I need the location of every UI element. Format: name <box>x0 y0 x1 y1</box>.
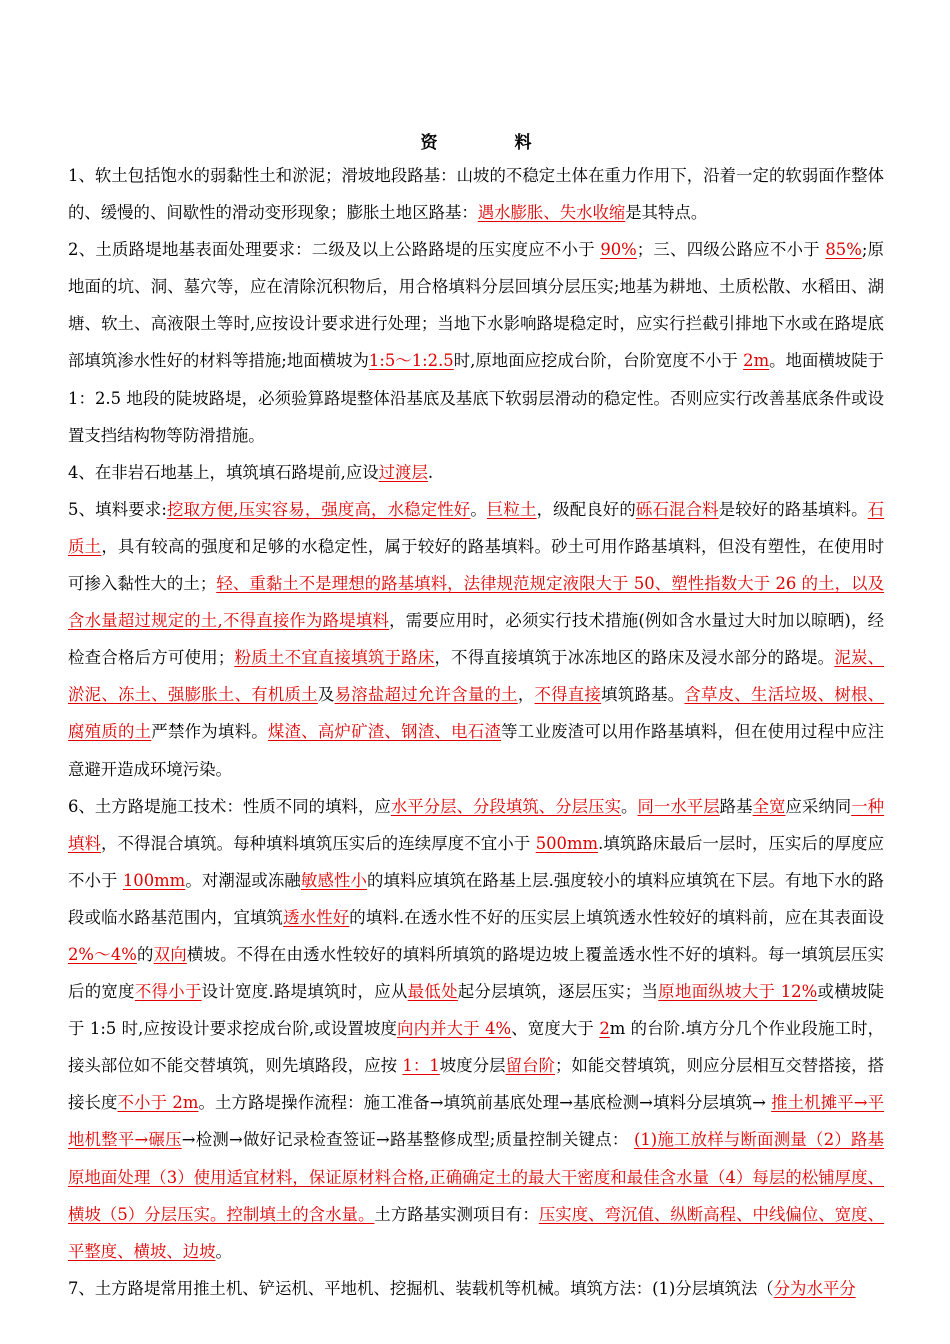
body-text: 严禁作为填料。 <box>151 722 268 742</box>
paragraph <box>68 231 884 454</box>
highlighted-text: 易溶盐超过允许含量的土 <box>334 685 518 705</box>
body-text: ，具有较高的强度和足够的水稳定性，属于较好的路基填料。砂土可用作路基填料，但没有塑性，在使用时可掺入黏性大的土； <box>68 536 885 594</box>
body-text: 等工业废渣可以用作路基填料，但在使用过程中应注意避开造成环境污染。 <box>68 722 885 779</box>
body-text: 或横坡陡于 1:5 时,应按设计要求挖成台阶,或设置坡度 <box>68 982 885 1039</box>
highlighted-text: 一种填料 <box>68 796 885 853</box>
highlighted-text: 不得直接 <box>534 685 602 705</box>
body-text: 横坡。不得在由透水性较好的填料所填筑的路堤边坡上覆盖透水性不好的填料。每一填筑层压实后的宽度 <box>68 944 885 1002</box>
paragraph <box>68 157 884 231</box>
body-text: 土方路基实测项目有： <box>374 1204 539 1224</box>
highlighted-text: 双向 <box>153 944 187 964</box>
body-text: 起分层填筑，逐层压实；当 <box>457 982 659 1002</box>
body-text: 5、填料要求: <box>68 499 167 519</box>
body-text: 路基 <box>719 796 753 816</box>
paragraph <box>68 788 884 1270</box>
document-title: 资 料 <box>420 133 562 153</box>
body-text: 坡度分层 <box>439 1056 506 1076</box>
body-text: 6、土方路堤施工技术：性质不同的填料，应 <box>68 796 391 816</box>
highlighted-text: 遇水膨胀、失水收缩 <box>477 203 626 223</box>
highlighted-text: 过渡层 <box>378 462 428 482</box>
body-text: 7、土方路堤常用推土机、铲运机、平地机、挖掘机、装载机等机械。填筑方法：(1)分层填筑法（ <box>68 1278 774 1298</box>
body-text: ；三、四级公路应不小于 <box>636 240 826 260</box>
highlighted-text: 煤渣、高炉矿渣、钢渣、电石渣 <box>267 722 502 742</box>
body-text: ，级配良好的 <box>536 499 636 519</box>
body-text: 。土方路堤操作流程：施工准备→填筑前基底处理→基底检测→填料分层填筑→ <box>198 1093 772 1113</box>
highlighted-text: 轻、重黏土不是理想的路基填料，法律规范规定液限大于 50、塑性指数大于 26 的土，以及含水量超过规定的土,不得直接作为路堤填料 <box>68 574 884 631</box>
document-body <box>68 157 884 1307</box>
body-text: ，不得混合填筑。每种填料填筑压实后的连续厚度不宜小于 <box>101 833 536 853</box>
body-text: .填筑路床最后一层时，压实后的厚度应不小于 <box>68 833 885 890</box>
body-text: 应采纳同 <box>785 796 852 816</box>
highlighted-text: 推土机摊平→平地机整平→碾压 <box>68 1093 884 1150</box>
highlighted-text: 水平分层、分段填筑、分层压实 <box>390 796 622 816</box>
body-text: ，需要应用时，必须实行技术措施(例如含水量过大时加以晾晒)，经检查合格后方可使用； <box>68 611 884 668</box>
highlighted-text: 2m <box>743 351 770 371</box>
highlighted-text: 砾石混合料 <box>635 499 719 519</box>
body-text: 。对潮湿或冻融 <box>185 870 301 890</box>
highlighted-text: 2%～4% <box>68 944 137 964</box>
body-text: ；如能交替填筑，则应分层相互交替搭接，搭接长度 <box>68 1056 885 1113</box>
paragraph <box>68 491 884 788</box>
highlighted-text: 分为水平分 <box>773 1278 856 1298</box>
highlighted-text: 1：1 <box>402 1056 440 1076</box>
highlighted-text: 含草皮、生活垃圾、树根、腐殖质的土 <box>68 685 885 742</box>
highlighted-text: 2 <box>599 1019 610 1039</box>
highlighted-text: 不得小于 <box>134 982 202 1002</box>
body-text: ，不得直接填筑于冰冻地区的路床及浸水部分的路堤。 <box>434 648 835 668</box>
highlighted-text: 透水性好 <box>283 907 350 927</box>
body-text: 、宽度大于 <box>511 1019 600 1039</box>
body-text: 填筑路基。 <box>601 685 685 705</box>
highlighted-text: 不小于 2m <box>117 1093 199 1113</box>
document-page <box>68 130 884 1307</box>
body-text: m 的台阶.填方分几个作业段施工时，接头部位如不能交替填筑，则先填路段，应按 <box>68 1019 884 1076</box>
body-text: 。地面横坡陡于 1：2.5 地段的陡坡路堤，必须验算路堤整体沿基底及基底下软弱层滑动的稳定性。否则应实行改善基底条件或设置支挡结构物等防滑措施。 <box>68 351 885 445</box>
body-text: ， <box>517 685 535 705</box>
highlighted-text: 500mm <box>535 833 599 853</box>
body-text: 的填料.在透水性不好的压实层上填筑透水性较好的填料前，应在其表面设 <box>349 907 884 927</box>
body-text: 。 <box>621 796 638 816</box>
body-text: 4、在非岩石地基上，填筑填石路堤前,应设 <box>68 462 379 482</box>
body-text: 及 <box>317 685 335 705</box>
highlighted-text: 原地面纵坡大于 12% <box>658 982 818 1002</box>
body-text: . <box>427 462 434 482</box>
highlighted-text: 最低处 <box>407 982 458 1002</box>
highlighted-text: 粉质土不宜直接填筑于路床 <box>234 648 435 668</box>
paragraph <box>68 1270 884 1307</box>
body-text: 的 <box>136 944 154 964</box>
body-text: ;原地面的坑、洞、墓穴等，应在清除沉积物后，用合格填料分层回填分层压实;地基为耕地、土质松散、水稻田、湖塘、软土、高液限土等时,应按设计要求进行处理；当地下水影响路堤稳定时，应实行拦截引排地下水或在路堤底部填筑渗水性好的材料等措施;地面横坡为 <box>68 240 884 371</box>
highlighted-text: 1:5～1:2.5 <box>368 351 454 371</box>
highlighted-text: (1)施工放样与断面测量（2）路基原地面处理（3）使用适宜材料，保证原材料合格,正确确定土的最大干密度和最佳含水量（4）每层的松铺厚度、横坡（5）分层压实。控制填土的含水量。 <box>68 1130 885 1224</box>
paragraph <box>68 454 884 491</box>
body-text: 时,原地面应挖成台阶，台阶宽度不小于 <box>453 351 744 371</box>
highlighted-text: 敏感性小 <box>300 870 367 890</box>
highlighted-text: 留台阶 <box>505 1056 555 1076</box>
highlighted-text: 90% <box>600 240 637 260</box>
highlighted-text: 全宽 <box>752 796 786 816</box>
highlighted-text: 挖取方便,压实容易，强度高，水稳定性好 <box>166 499 471 519</box>
body-text: 。 <box>470 499 487 519</box>
body-text: 是较好的路基填料。 <box>718 499 868 519</box>
highlighted-text: 85% <box>825 240 862 260</box>
body-text: 是其特点。 <box>625 203 708 223</box>
highlighted-text: 100mm <box>122 870 186 890</box>
body-text: 1、软土包括饱水的弱黏性土和淤泥；滑坡地段路基：山坡的不稳定土体在重力作用下，沿着一定的软弱面作整体的、缓慢的、间歇性的滑动变形现象；膨胀土地区路基： <box>68 166 884 223</box>
body-text: 2、土质路堤地基表面处理要求：二级及以上公路路堤的压实度应不小于 <box>68 240 601 260</box>
body-text: 的填料应填筑在路基上层.强度较小的填料应填筑在下层。有地下水的路段或临水路基范围内，宜填筑 <box>68 870 885 927</box>
body-text: 设计宽度.路堤填筑时，应从 <box>201 982 408 1002</box>
highlighted-text: 同一水平层 <box>637 796 720 816</box>
highlighted-text: 巨粒土 <box>486 499 537 519</box>
highlighted-text: 压实度、弯沉值、纵断高程、中线偏位、宽度、平整度、横坡、边坡 <box>68 1204 885 1261</box>
highlighted-text: 向内并大于 4% <box>397 1019 512 1039</box>
highlighted-text: 石质土 <box>68 499 885 556</box>
body-text: 。 <box>215 1241 232 1261</box>
highlighted-text: 泥炭、淤泥、冻土、强膨胀土、有机质土 <box>68 648 885 705</box>
body-text: →检测→做好记录检查签证→路基整修成型;质量控制关键点： <box>181 1130 634 1150</box>
